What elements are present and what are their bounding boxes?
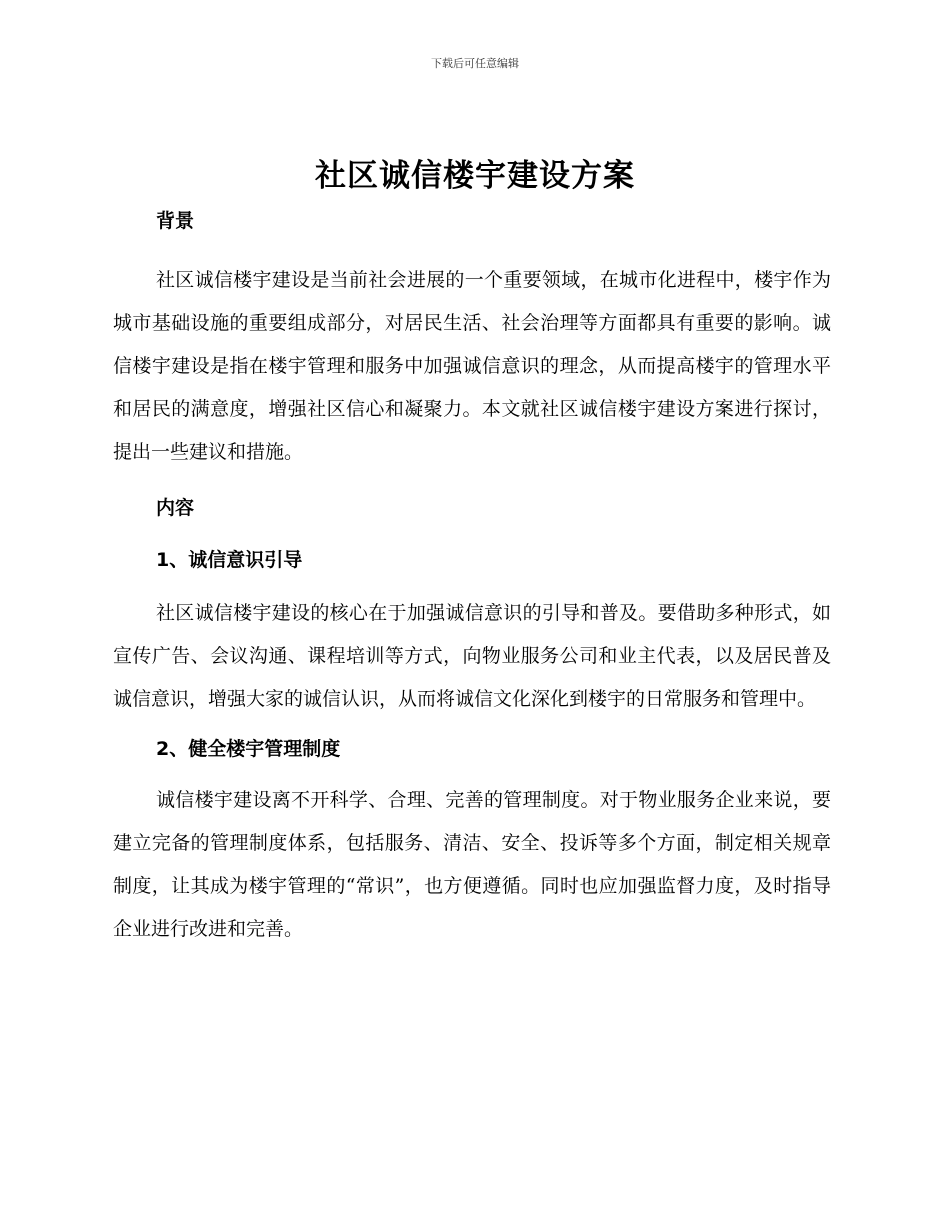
section-heading-item2: 2、健全楼宇管理制度 bbox=[156, 738, 341, 760]
paragraph-item1: 社区诚信楼宇建设的核心在于加强诚信意识的引导和普及。要借助多种形式，如宣传广告、会议沟通、课程培训等方式，向物业服务公司和业主代表，以及居民普及诚信意识，增强大家的诚信认识，从而将诚信文化深化到楼宇的日常服务和管理中。 bbox=[113, 602, 831, 710]
section-heading-background: 背景 bbox=[156, 210, 195, 232]
document-title: 社区诚信楼宇建设方案 bbox=[315, 158, 635, 194]
paragraph-item2: 诚信楼宇建设离不开科学、合理、完善的管理制度。对于物业服务企业来说，要建立完备的管理制度体系，包括服务、清洁、安全、投诉等多个方面，制定相关规章制度，让其成为楼宇管理的“常识”，也方便遵循。同时也应加强监督力度，及时指导企业进行改进和完善。 bbox=[113, 789, 831, 940]
paragraph-background: 社区诚信楼宇建设是当前社会进展的一个重要领域，在城市化进程中，楼宇作为城市基础设施的重要组成部分，对居民生活、社会治理等方面都具有重要的影响。诚信楼宇建设是指在楼宇管理和服务中加强诚信意识的理念，从而提高楼宇的管理水平和居民的满意度，增强社区信心和凝聚力。本文就社区诚信楼宇建设方案进行探讨，提出一些建议和措施。 bbox=[113, 269, 831, 463]
section-heading-content: 内容 bbox=[156, 497, 195, 519]
section-heading-item1: 1、诚信意识引导 bbox=[156, 549, 303, 571]
header-note: 下载后可任意编辑 bbox=[431, 57, 519, 70]
document-body bbox=[113, 203, 831, 951]
